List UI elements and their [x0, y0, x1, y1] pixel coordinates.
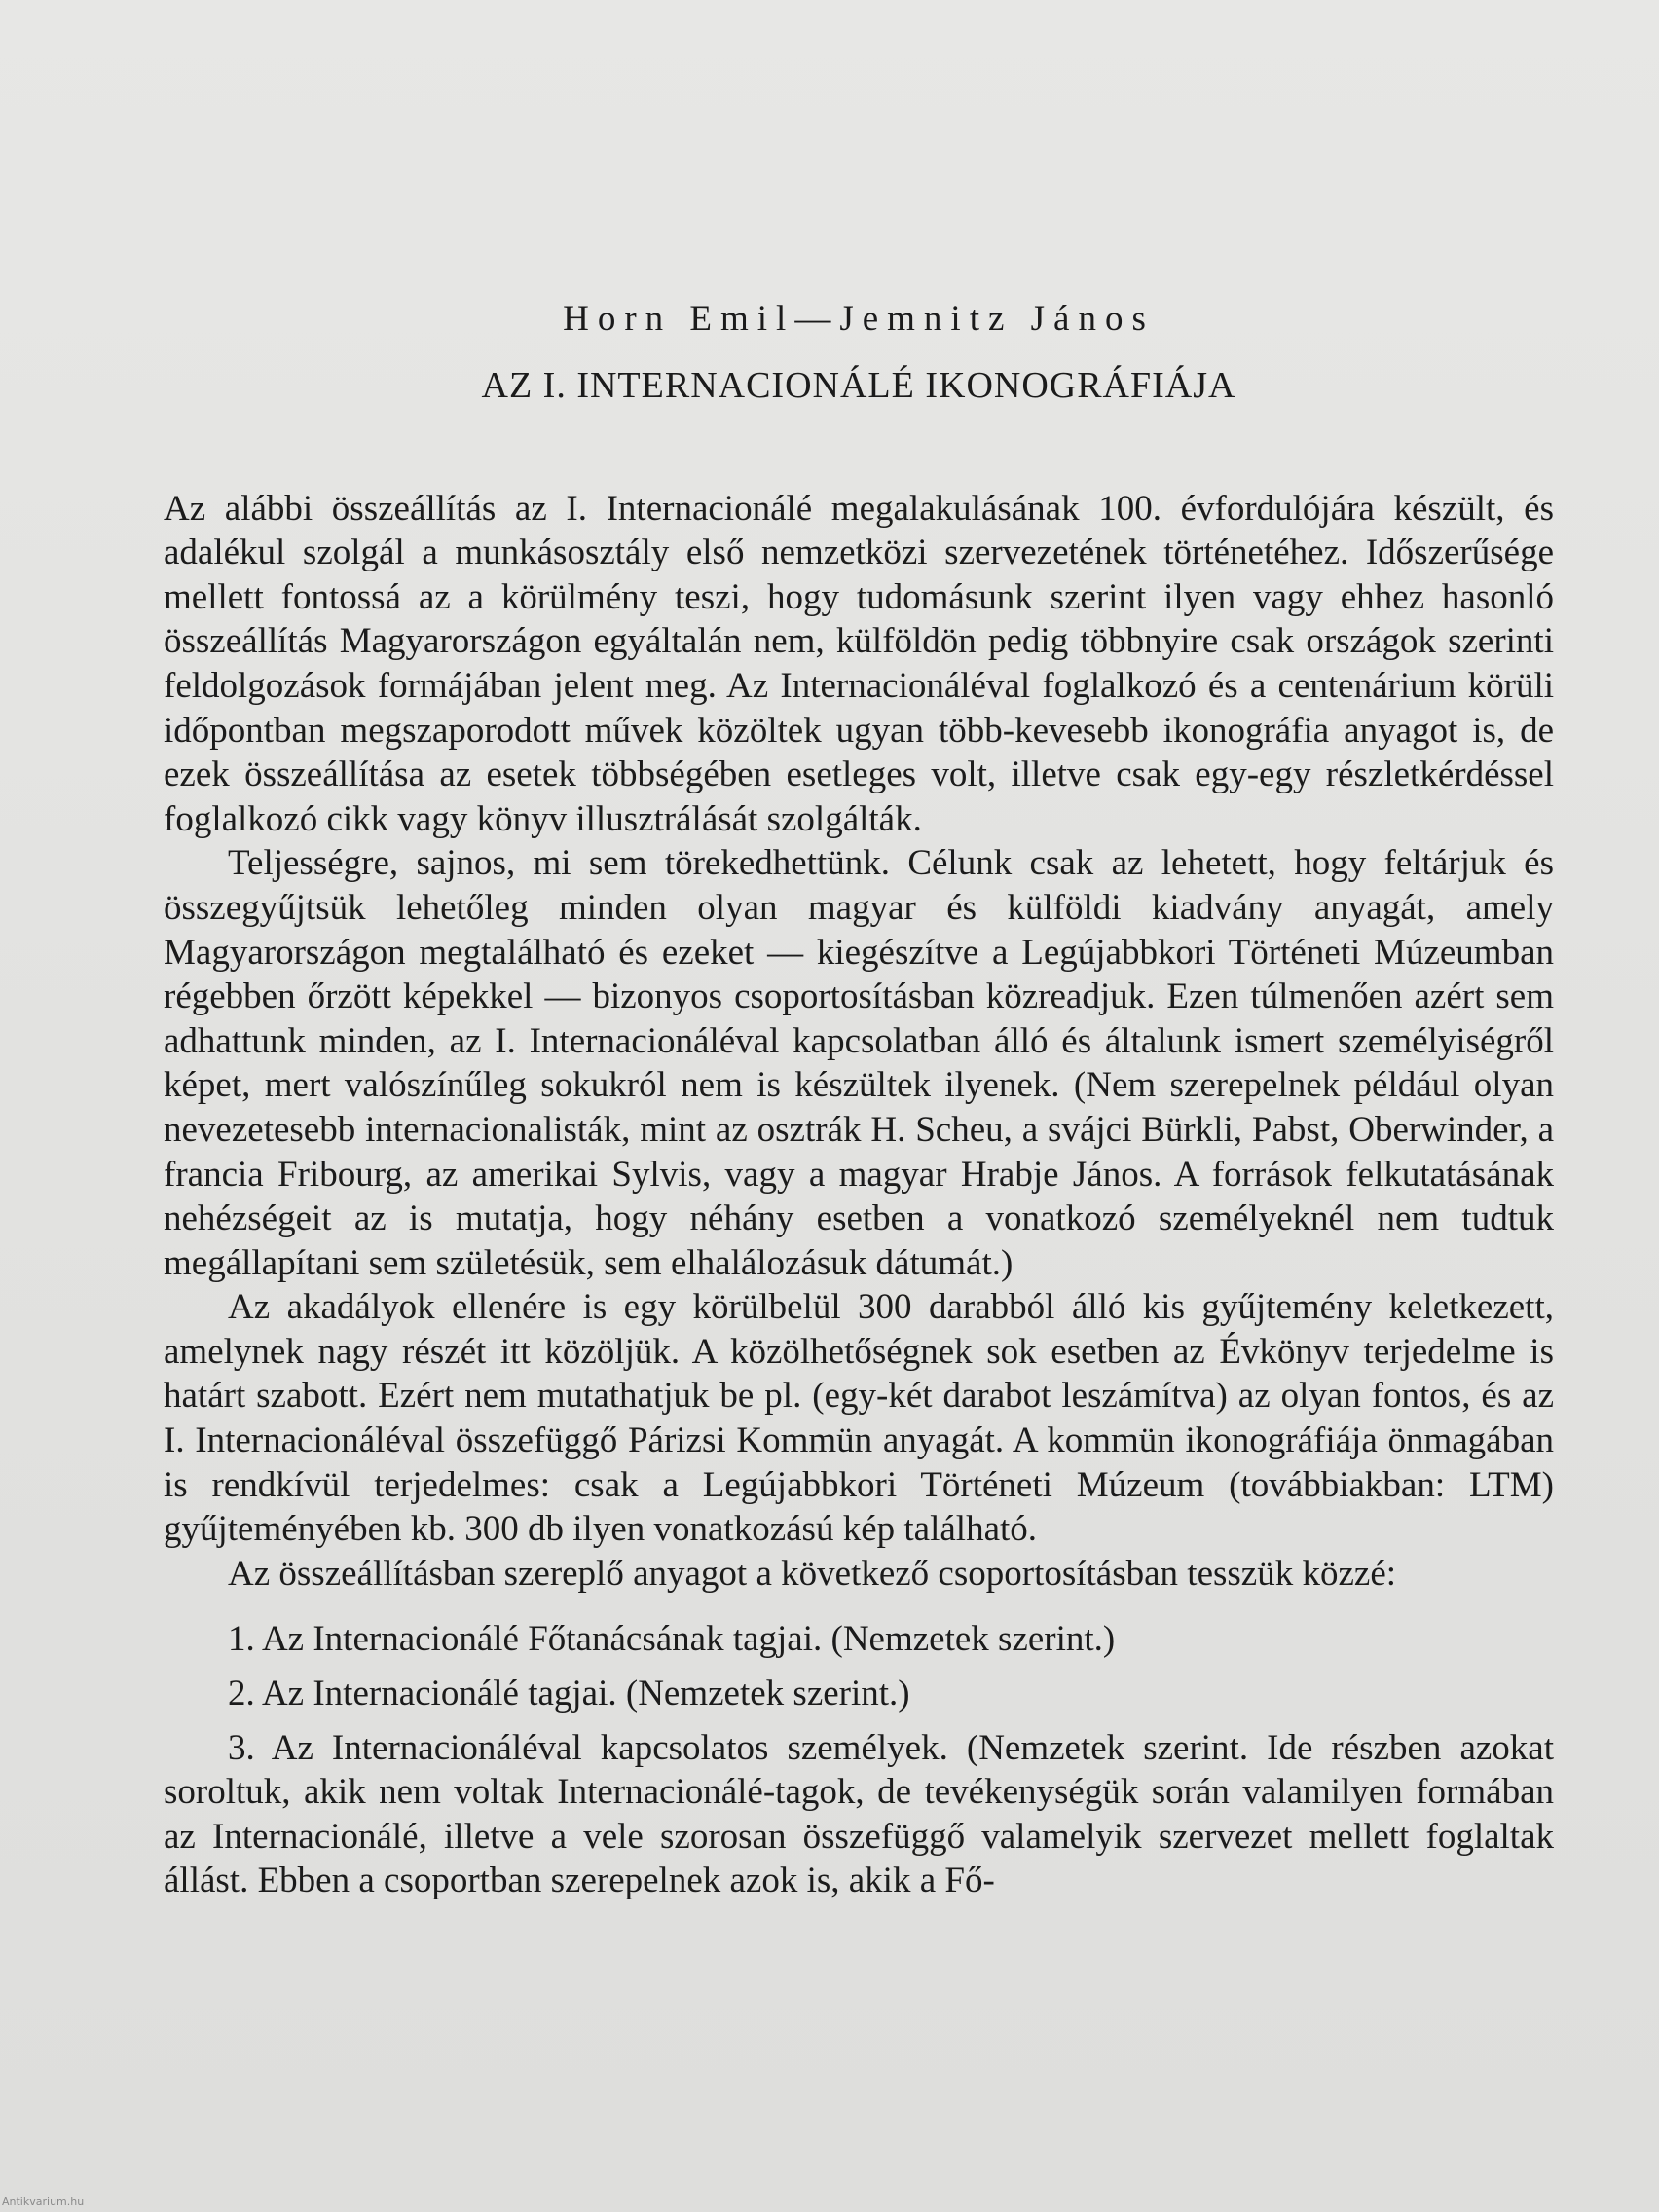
page-content [164, 292, 1554, 1913]
paragraph-2 [164, 841, 1554, 1285]
grouping-list [164, 1617, 1554, 1903]
author-line: Horn Emil—Jemnitz János [563, 299, 1155, 339]
list-item: 2. Az Internacionálé tagjai. (Nemzetek szerint.) [228, 1674, 910, 1714]
paragraph-4 [164, 1552, 1554, 1597]
article-body [164, 442, 1554, 1596]
paragraph-3 [164, 1285, 1554, 1552]
paragraph-1 [164, 442, 1554, 841]
paragraph-3-text: Az akadályok ellenére is egy körülbelül 300 darabból álló kis gyűjtemény keletkezett, amelynek nagy részét itt közöljük. A közölhetőségnek sok esetben az Évkönyv terjedelme is határt szabott. Ezért nem mutathatjuk be pl. (egy-két darabot leszámítva) az olyan fontos, és az I. Internacionáléval összefüggő Párizsi Kommün anyagát. A kommün ikonográfiája önmagában is rendkívül terjedelmes: csak a Legújabbkori Történeti Múzeum (továbbiakban: LTM) gyűjteményében kb. 300 db ilyen vonatkozású kép található. [164, 1287, 1554, 1550]
paragraph-1-text: Az alábbi összeállítás az I. Internacionálé megalakulásának 100. évfordulójára készült, és adalékul szolgál a munkásosztály első nemzetközi szervezetének történetéhez. Időszerűsége mellett fontossá az a körülmény teszi, hogy tudomásunk szerint ilyen vagy ehhez hasonló összeállítás Magyarországon egyáltalán nem, külföldön pedig többnyire csak országok szerinti feldolgozások formájában jelent meg. Az Internacionáléval foglalkozó és a centenárium körüli időpontban megszaporodott művek közöltek ugyan több-kevesebb ikonográfia anyagot is, de ezek összeállítása az esetek többségében esetleges volt, illetve csak egy-egy részletkérdéssel foglalkozó cikk vagy könyv illusztrálását szolgálták. [164, 488, 1554, 839]
list-item: 1. Az Internacionálé Főtanácsának tagjai. (Nemzetek szerint.) [228, 1619, 1116, 1660]
paragraph-2-text: Teljességre, sajnos, mi sem törekedhettünk. Célunk csak az lehetett, hogy feltárjuk és összegyűjtsük lehetőleg minden olyan magyar és külföldi kiadvány anyagát, amely Magyarországon megtalálható és ezeket — kiegészítve a Legújabbkori Történeti Múzeumban régebben őrzött képekkel — bizonyos csoportosításban közreadjuk. Ezen túlmenően azért sem adhattunk minden, az I. Internacionáléval kapcsolatban álló és általunk ismert személyiségről képet, mert valószínűleg sokukról nem is készültek ilyenek. (Nem szerepelnek például olyan nevezetesebb internacionalisták, mint az osztrák H. Scheu, a svájci Bürkli, Pabst, Oberwinder, a francia Fribourg, az amerikai Sylvis, vagy a magyar Hrabje János. A források felkutatásának nehézségeit az is mutatja, hogy néhány esetben a vonatkozó személyeknél nem tudtuk megállapítani sem születésük, sem elhalálozásuk dátumát.) [164, 843, 1554, 1283]
paragraph-4-text: Az összeállításban szereplő anyagot a következő csoportosításban tesszük közzé: [228, 1553, 1397, 1594]
watermark: Antikvarium.hu [2, 2195, 85, 2208]
list-item: 3. Az Internacionáléval kapcsolatos személyek. (Nemzetek szerint. Ide részben azokat soroltuk, akik nem voltak Internacionálé-tagok, de tevékenységük során valamilyen formában az Internacionálé, illetve a vele szorosan összefüggő valamelyik szervezet mellett foglaltak állást. Ebben a csoportban szerepelnek azok is, akik a Fő- [164, 1727, 1554, 1901]
article-title: AZ I. INTERNACIONÁLÉ IKONOGRÁFIÁJA [481, 365, 1236, 406]
